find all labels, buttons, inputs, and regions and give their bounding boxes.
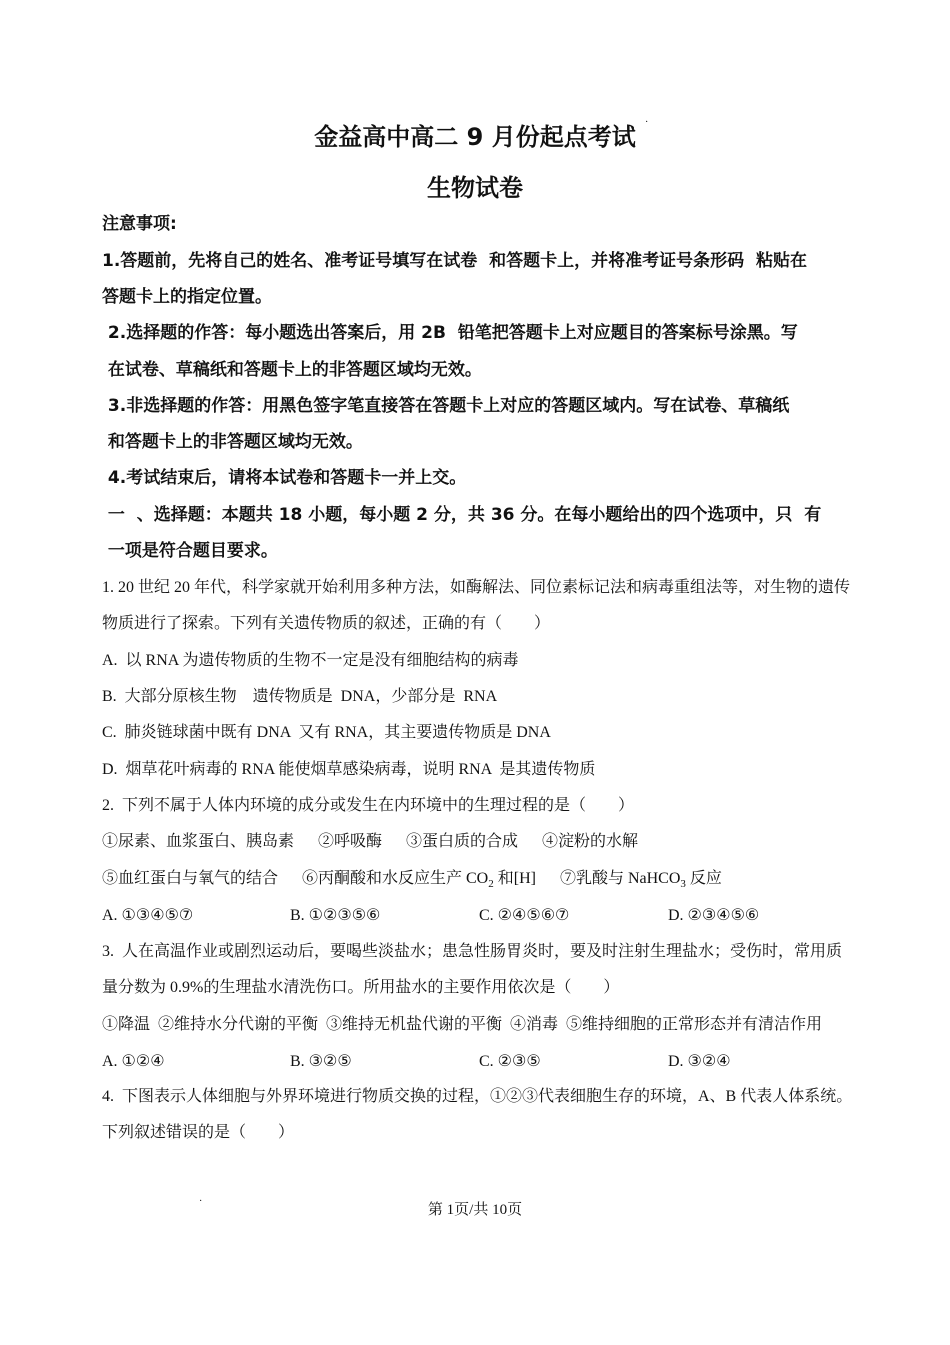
page-number: 第 1页/共 10页 — [427, 1202, 523, 1218]
question-3-option-b: B. ③②⑤ — [290, 1053, 352, 1070]
question-1-option-a: A. 以 RNA 为遗传物质的生物不一定是没有细胞结构的病毒 — [102, 652, 519, 669]
subscript: 3 — [680, 878, 686, 891]
question-1-stem: 物质进行了探索。下列有关遗传物质的叙述，正确的有（ ） — [102, 615, 551, 632]
question-3-option-c: C. ②③⑤ — [479, 1053, 541, 1070]
question-1-option-c: C. 肺炎链球菌中既有 DNA 又有 RNA，其主要遗传物质是 DNA — [102, 724, 551, 741]
notice-line: 2.选择题的作答：每小题选出答案后，用 2B 铅笔把答题卡上对应题目的答案标号涂黑。写 — [102, 323, 798, 343]
question-4-stem: 4. 下图表示人体细胞与外界环境进行物质交换的过程，①②③代表细胞生存的环境，A、B 代表人体系统。 — [102, 1088, 853, 1105]
notice-line: 和答题卡上的非答题区域均无效。 — [102, 432, 363, 452]
notice-line: 3.非选择题的作答：用黑色签字笔直接答在答题卡上对应的答题区域内。写在试卷、草稿纸 — [102, 396, 790, 416]
question-1-option-b: B. 大部分原核生物 遗传物质是 DNA，少部分是 RNA — [102, 688, 498, 705]
title-mark: · — [645, 117, 649, 128]
q2-line3-c: 反应 — [685, 870, 722, 887]
section-heading: 一 、选择题：本题共 18 小题，每小题 2 分，共 36 分。在每小题给出的四个选项中，只 有 — [102, 505, 822, 525]
question-2-option-a: A. ①③④⑤⑦ — [102, 907, 194, 924]
q2-line3-b: 和[H] ⑦乳酸与 NaHCO — [493, 870, 681, 887]
subscript: 2 — [488, 878, 494, 891]
notice-line: 答题卡上的指定位置。 — [102, 287, 272, 307]
question-2-option-c: C. ②④⑤⑥⑦ — [479, 907, 570, 924]
question-3-option-d: D. ③②④ — [668, 1053, 731, 1070]
notice-line: 4.考试结束后，请将本试卷和答题卡一并上交。 — [102, 468, 467, 488]
exam-title: 金益高中高二 9 月份起点考试 — [314, 123, 636, 151]
notice-line: 1.答题前，先将自己的姓名、准考证号填写在试卷 和答题卡上，并将准考证号条形码 粘贴在 — [102, 251, 807, 271]
q2-line3-a: ⑤血红蛋白与氧气的结合 ⑥丙酮酸和水反应生产 CO — [102, 870, 489, 887]
question-3-option-a: A. ①②④ — [102, 1053, 165, 1070]
question-3-stem: 量分数为 0.9%的生理盐水清洗伤口。所用盐水的主要作用依次是（ ） — [102, 979, 620, 996]
question-1-option-d: D. 烟草花叶病毒的 RNA 能使烟草感染病毒，说明 RNA 是其遗传物质 — [102, 761, 596, 778]
section-heading: 一项是符合题目要求。 — [102, 541, 278, 561]
question-1-stem: 1. 20 世纪 20 年代，科学家就开始利用多种方法，如酶解法、同位素标记法和病毒重组法等，对生物的遗传 — [102, 579, 851, 596]
notice-heading: 注意事项: — [102, 214, 177, 234]
question-2-items: ①尿素、血浆蛋白、胰岛素 ②呼吸酶 ③蛋白质的合成 ④淀粉的水解 — [102, 833, 639, 850]
question-2-stem: 2. 下列不属于人体内环境的成分或发生在内环境中的生理过程的是（ ） — [102, 797, 635, 814]
question-2-items — [102, 869, 722, 894]
question-2-option-b: B. ①②③⑤⑥ — [290, 907, 381, 924]
footer-mark: · — [199, 1196, 203, 1207]
question-4-stem: 下列叙述错误的是（ ） — [102, 1124, 295, 1141]
notice-line: 在试卷、草稿纸和答题卡上的非答题区域均无效。 — [102, 360, 482, 380]
question-3-stem: 3. 人在高温作业或剧烈运动后，要喝些淡盐水；患急性肠胃炎时，要及时注射生理盐水；受伤时，常用质 — [102, 943, 843, 960]
question-2-option-d: D. ②③④⑤⑥ — [668, 907, 760, 924]
question-3-items: ①降温 ②维持水分代谢的平衡 ③维持无机盐代谢的平衡 ④消毒 ⑤维持细胞的正常形态并有清洁作用 — [102, 1016, 823, 1033]
exam-subtitle: 生物试卷 — [427, 174, 523, 202]
